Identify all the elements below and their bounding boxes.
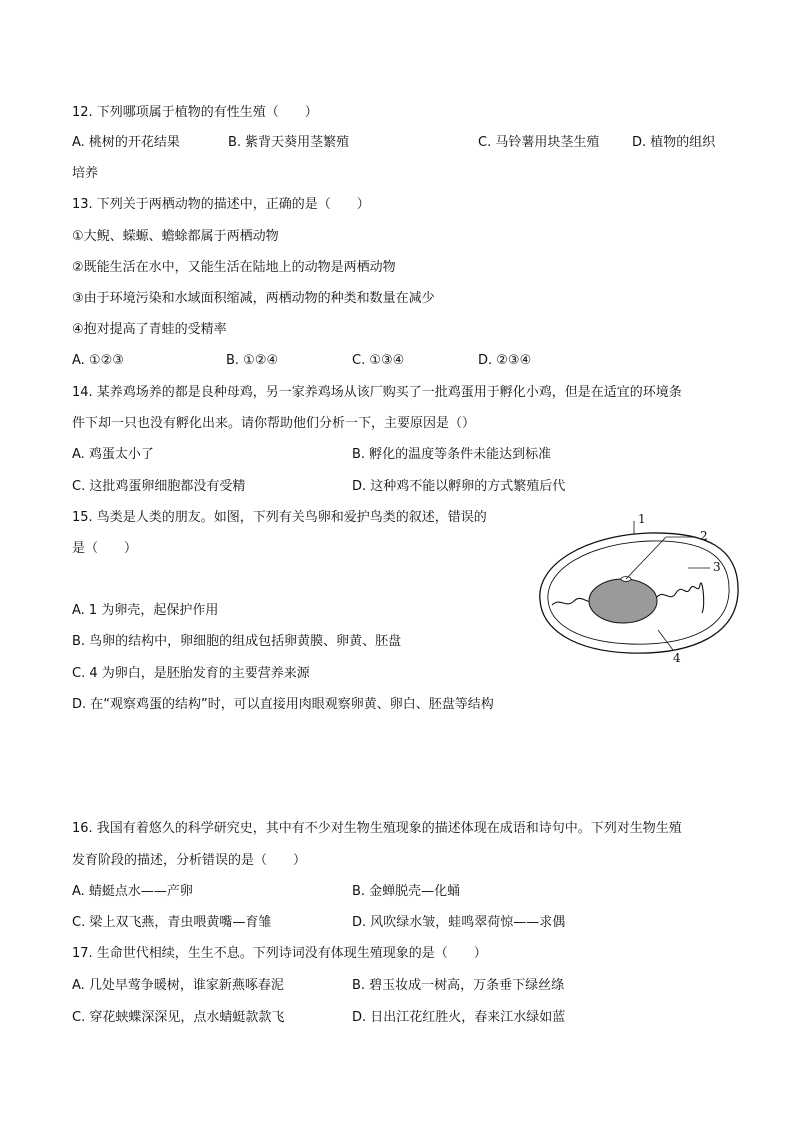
q16-option-d: D. 风吹绿水皱，蛙鸣翠荷惊——求偶 [352,915,566,930]
bird-egg-diagram [530,505,760,670]
q12-stem: 12. 下列哪项属于植物的有性生殖（ ） [72,105,318,120]
q15-option-b: B. 鸟卵的结构中，卵细胞的组成包括卵黄膜、卵黄、胚盘 [72,634,402,649]
egg-yolk [589,579,657,623]
q16-option-a: A. 蜻蜓点水——产卵 [72,884,193,899]
q15-option-d: D. 在“观察鸡蛋的结构”时，可以直接用肉眼观察卵黄、卵白、胚盘等结构 [72,697,494,712]
q14-option-a: A. 鸡蛋太小了 [72,447,154,462]
q13-option-b: B. ①②④ [226,353,279,368]
q14-option-d: D. 这种鸡不能以孵卵的方式繁殖后代 [352,479,566,494]
q12-option-b: B. 紫背天葵用茎繁殖 [228,135,350,150]
q12-option-c: C. 马铃薯用块茎生殖 [478,135,600,150]
q17-option-a: A. 几处早莺争暖树，谁家新燕啄春泥 [72,978,284,993]
q16-stem-line2: 发育阶段的描述，分析错误的是（ ） [72,853,307,868]
q16-stem-line1: 16. 我国有着悠久的科学研究史，其中有不少对生物生殖现象的描述体现在成语和诗句中。下列对生物生殖 [72,821,682,836]
q14-stem-line2: 件下却一只也没有孵化出来。请你帮助他们分析一下，主要原因是（） [72,416,476,431]
q17-stem: 17. 生命世代相续，生生不息。下列诗词没有体现生殖现象的是（ ） [72,946,487,961]
q15-stem-line2: 是（ ） [72,541,138,556]
q13-option-a: A. ①②③ [72,353,124,368]
q14-option-b: B. 孵化的温度等条件未能达到标准 [352,447,552,462]
q13-statement-4: ④抱对提高了青蛙的受精率 [72,322,227,337]
q13-statement-2: ②既能生活在水中，又能生活在陆地上的动物是两栖动物 [72,260,396,275]
q12-option-d-wrap: 培养 [72,166,99,181]
q13-statement-1: ①大鲵、蝾螈、蟾蜍都属于两栖动物 [72,229,279,244]
q14-stem-line1: 14. 某养鸡场养的都是良种母鸡，另一家养鸡场从该厂购买了一批鸡蛋用于孵化小鸡，但是在适宜的环境条 [72,385,682,400]
q12-option-a: A. 桃树的开花结果 [72,135,180,150]
figure-label-2: 2 [700,529,708,543]
figure-label-4: 4 [673,651,681,665]
q17-option-d: D. 日出江花红胜火，春来江水绿如蓝 [352,1010,566,1025]
q12-option-d: D. 植物的组织 [632,135,716,150]
q17-option-b: B. 碧玉妆成一树高，万条垂下绿丝绦 [352,978,565,993]
figure-label-3: 3 [713,560,721,574]
q16-option-c: C. 梁上双飞燕，青虫喂黄嘴—育雏 [72,915,272,930]
figure-label-1: 1 [638,512,646,526]
q15-stem-line1: 15. 鸟类是人类的朋友。如图，下列有关鸟卵和爱护鸟类的叙述，错误的 [72,510,487,525]
q15-option-c: C. 4 为卵白，是胚胎发育的主要营养来源 [72,666,310,681]
q13-statement-3: ③由于环境污染和水域面积缩减，两栖动物的种类和数量在减少 [72,291,435,306]
q13-option-d: D. ②③④ [478,353,532,368]
q16-option-b: B. 金蝉脱壳—化蛹 [352,884,461,899]
q14-option-c: C. 这批鸡蛋卵细胞都没有受精 [72,479,246,494]
q17-option-c: C. 穿花蛱蝶深深见，点水蜻蜓款款飞 [72,1010,285,1025]
q13-option-c: C. ①③④ [352,353,405,368]
q15-option-a: A. 1 为卵壳，起保护作用 [72,603,219,618]
q13-stem: 13. 下列关于两栖动物的描述中，正确的是（ ） [72,197,370,212]
